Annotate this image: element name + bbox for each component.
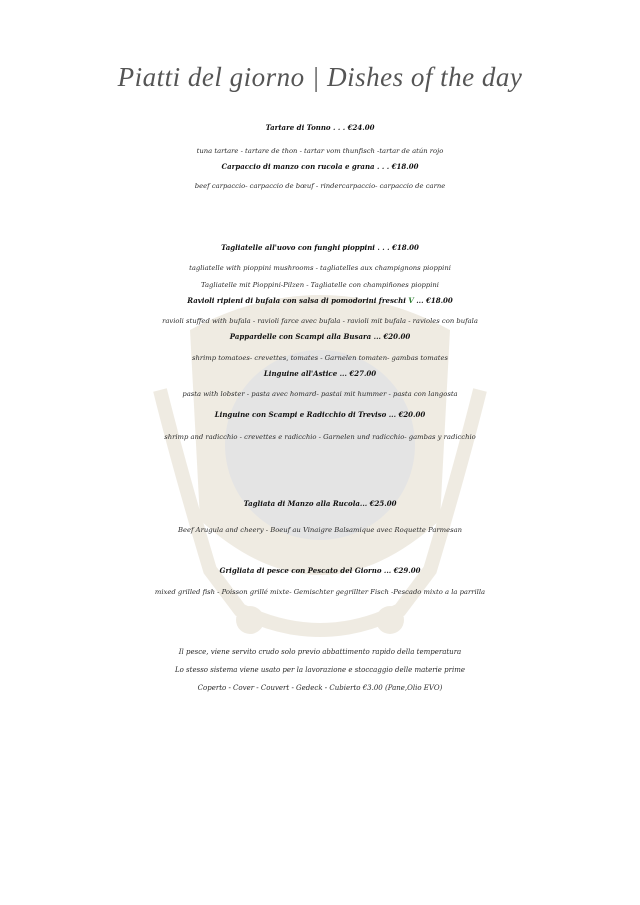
dish-price: ... €18.00: [413, 296, 453, 305]
dish-description: tuna tartare - tartare de thon - tartar vom thunfisch -tartar de atún rojo: [196, 147, 444, 155]
dish-name-part: Ravioli ripieni di bufala con salsa di pomodorini freschi: [187, 296, 409, 305]
vegetarian-badge: V: [408, 296, 414, 305]
page-title: Piatti del giorno | Dishes of the day: [117, 62, 523, 92]
dish-description: mixed grilled fish - Poisson grillé mixte- Gemischter gegrillter Fisch -Pescado mixto a la parrilla: [154, 588, 486, 596]
dish-name: Grigliata di pesce con Pescato del Giorno ... €29.00: [219, 566, 421, 575]
dish-name: Tagliatelle all'uovo con funghi pioppini . . . €18.00: [221, 243, 419, 252]
dish-name: Carpaccio di manzo con rucola e grana . . . €18.00: [221, 162, 419, 171]
dish-name: Linguine all'Astice ... €27.00: [263, 369, 377, 378]
dish-description: ravioli stuffed with bufala - ravioli farce avec bufala - ravioli mit bufala - ravioles con bufala: [162, 317, 478, 325]
dish-name: Pappardelle con Scampi alla Busara ... €20.00: [229, 332, 411, 341]
dish-description: beef carpaccio- carpaccio de bœuf - rindercarpaccio- carpaccio de carne: [194, 182, 446, 190]
footer-note: Lo stesso sistema viene usato per la lavorazione e stoccaggio delle materie prime: [174, 666, 466, 674]
dish-description: tagliatelle with pioppini mushrooms - tagliatelles aux champignons pioppini: [189, 264, 451, 272]
dish-name: Tartare di Tonno . . . €24.00: [265, 123, 375, 132]
dish-description: shrimp tomatoes- crevettes, tomates - Garnelen tomaten- gambas tomates: [191, 354, 448, 362]
dish-name: Linguine con Scampi e Radicchio di Treviso ... €20.00: [214, 410, 426, 419]
dish-name: Tagliata di Manzo alla Rucola... €25.00: [243, 499, 397, 508]
footer-note: Il pesce, viene servito crudo solo previo abbattimento rapido della temperatura: [178, 648, 462, 656]
dish-description: pasta with lobster - pasta avec homard- pastai mit hummer - pasta con langosta: [182, 390, 458, 398]
dish-name: [0, 296, 640, 305]
dish-description: Beef Arugula and cheery - Boeuf au Vinaigre Balsamique avec Roquette Parmesan: [177, 526, 463, 534]
dish-description: shrimp and radicchio - crevettes e radicchio - Garnelen und radicchio- gambas y radicchio: [164, 433, 476, 441]
cover-charge-note: Coperto - Cover - Couvert - Gedeck - Cubierto €3.00 (Pane,Olio EVO): [197, 684, 443, 692]
dish-description: Tagliatelle mit Pioppini-Pilzen - Tagliatelle con champiñones pioppini: [201, 281, 439, 289]
